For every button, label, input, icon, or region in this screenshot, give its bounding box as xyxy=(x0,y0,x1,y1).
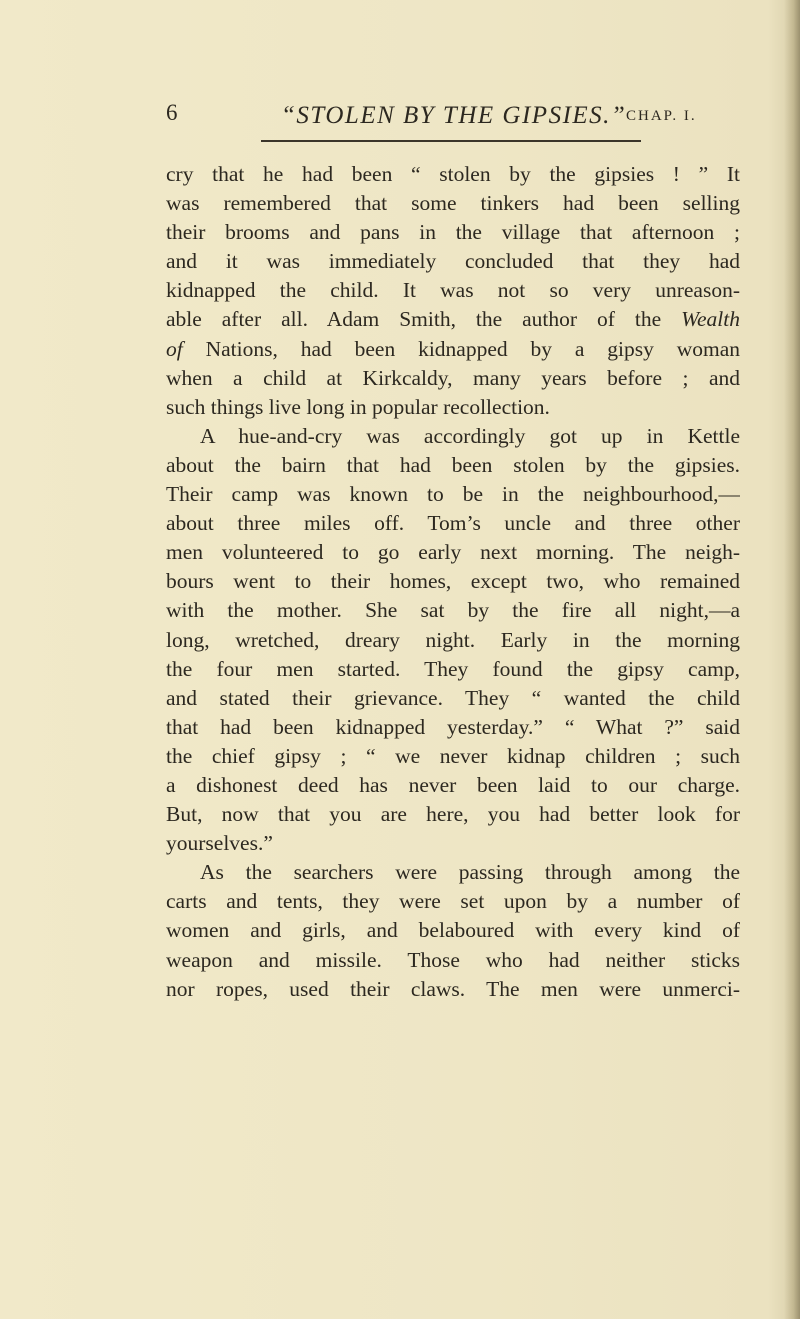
text-line: and it was immediately concluded that they had xyxy=(166,249,740,274)
text-line: about the bairn that had been stolen by the gipsies. xyxy=(166,452,740,477)
text-line-wealth xyxy=(166,305,740,334)
text-line: a dishonest deed has never been laid to our charge. xyxy=(166,772,740,797)
chapter-mark: CHAP. I. xyxy=(626,108,697,124)
text-line: their brooms and pans in the village that afternoon ; xyxy=(166,220,740,245)
text-line: nor ropes, used their claws. The men were unmerci- xyxy=(166,976,740,1001)
text-line-nations xyxy=(166,335,740,364)
italic-title-word: Wealth xyxy=(681,307,740,332)
italic-title-word: of xyxy=(166,336,183,361)
text-line: the chief gipsy ; “ we never kidnap children ; such xyxy=(166,743,740,768)
text-line: kidnapped the child. It was not so very unreason- xyxy=(166,278,740,303)
text-line: and stated their grievance. They “ wanted the child xyxy=(166,685,740,710)
text-line: But, now that you are here, you had better look for xyxy=(166,802,740,827)
text-line: such things live long in popular recollection. xyxy=(166,394,550,419)
running-title: “STOLEN BY THE GIPSIES.” xyxy=(281,102,627,129)
text-line: bours went to their homes, except two, who remained xyxy=(166,569,740,594)
page-edge-shadow xyxy=(784,0,800,1319)
page-number: 6 xyxy=(166,100,178,125)
text-line: about three miles off. Tom’s uncle and three other xyxy=(166,511,740,536)
text-fragment: able after all. Adam Smith, the author of the xyxy=(166,307,662,332)
text-line: with the mother. She sat by the fire all night,—a xyxy=(166,598,740,623)
text-line: Their camp was known to be in the neighbourhood,— xyxy=(166,482,740,507)
text-line: long, wretched, dreary night. Early in the morning xyxy=(166,627,740,652)
text-line: the four men started. They found the gipsy camp, xyxy=(166,656,740,681)
header-rule xyxy=(261,140,641,142)
text-line: carts and tents, they were set upon by a number of xyxy=(166,889,740,914)
text-line: women and girls, and belaboured with every kind of xyxy=(166,918,740,943)
text-fragment: Nations, had been kidnapped by a gipsy woman xyxy=(205,336,740,361)
running-head xyxy=(166,100,726,134)
text-line: cry that he had been “ stolen by the gipsies ! ” It xyxy=(166,162,740,186)
text-line: when a child at Kirkcaldy, many years before ; and xyxy=(166,365,740,390)
text-line: that had been kidnapped yesterday.” “ What ?” said xyxy=(166,714,740,739)
text-line: men volunteered to go early next morning. The neigh- xyxy=(166,540,740,565)
body-text xyxy=(166,160,740,1004)
text-line: weapon and missile. Those who had neither sticks xyxy=(166,947,740,972)
text-line: A hue-and-cry was accordingly got up in Kettle xyxy=(200,423,740,448)
text-line: As the searchers were passing through among the xyxy=(200,860,740,885)
text-line: was remembered that some tinkers had been selling xyxy=(166,191,740,216)
text-line: yourselves.” xyxy=(166,831,273,856)
